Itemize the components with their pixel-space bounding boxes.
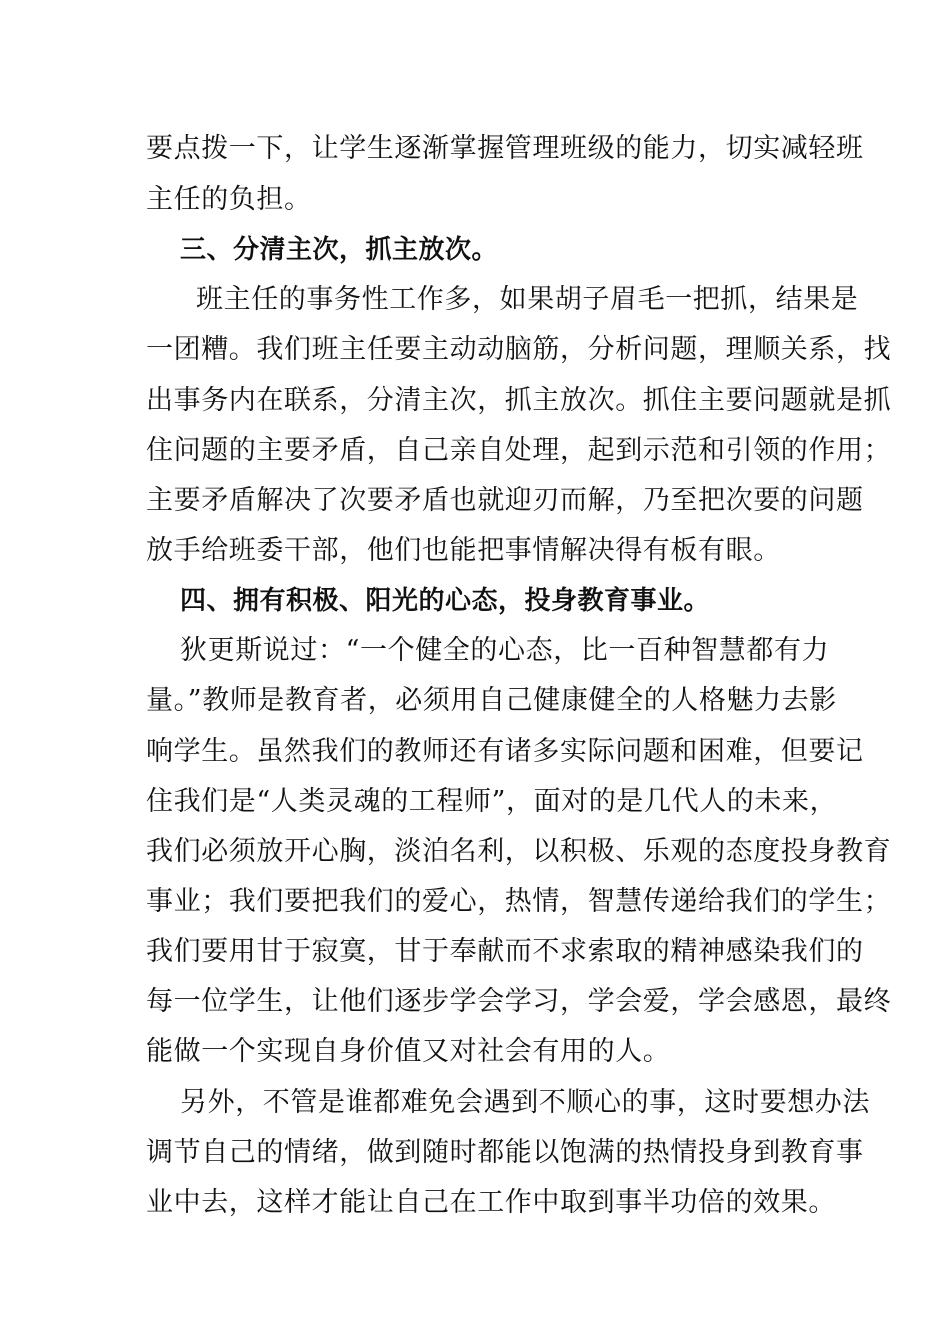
text-line: 主任的负担。 — [146, 184, 312, 215]
text-line: 调节自己的情绪，做到随时都能以饱满的热情投身到教育事 — [146, 1137, 864, 1168]
text-line: 放手给班委干部，他们也能把事情解决得有板有眼。 — [146, 535, 781, 566]
text-line: 要点拨一下，让学生逐渐掌握管理班级的能力，切实减轻班 — [146, 133, 864, 164]
text-line: 主要矛盾解决了次要矛盾也就迎刃而解，乃至把次要的问题 — [146, 485, 864, 516]
text-line: 狄更斯说过：“一个健全的心态，比一百种智慧都有力 — [180, 635, 830, 666]
text-line: 我们要用甘于寂寞，甘于奉献而不求索取的精神感染我们的 — [146, 936, 864, 967]
section-heading-4: 四、拥有积极、阳光的心态，投身教育事业。 — [180, 586, 711, 616]
text-line: 响学生。虽然我们的教师还有诸多实际问题和困难，但要记 — [146, 736, 864, 767]
text-line: 每一位学生，让他们逐步学会学习，学会爱，学会感恩，最终 — [146, 986, 892, 1017]
text-line: 出事务内在联系，分清主次，抓主放次。抓住主要问题就是抓 — [146, 385, 892, 416]
text-line: 量。”教师是教育者，必须用自己健康健全的人格魅力去影 — [146, 685, 837, 716]
section-heading-3: 三、分清主次，抓主放次。 — [180, 235, 499, 265]
text-line: 我们必须放开心胸，淡泊名利，以积极、乐观的态度投身教育 — [146, 836, 892, 867]
text-line: 业中去，这样才能让自己在工作中取到事半功倍的效果。 — [146, 1187, 836, 1218]
text-line: 另外，不管是谁都难免会遇到不顺心的事，这时要想办法 — [180, 1087, 870, 1118]
text-line: 住问题的主要矛盾，自己亲自处理，起到示范和引领的作用； — [146, 435, 892, 466]
text-line: 事业；我们要把我们的爱心，热情，智慧传递给我们的学生； — [146, 886, 892, 917]
text-line: 住我们是“人类灵魂的工程师”，面对的是几代人的未来， — [146, 786, 838, 817]
text-line: 一团糟。我们班主任要主动动脑筋，分析问题，理顺关系，找 — [146, 334, 892, 365]
text-line: 能做一个实现自身价值又对社会有用的人。 — [146, 1036, 671, 1067]
text-line: 班主任的事务性工作多，如果胡子眉毛一把抓，结果是 — [196, 284, 859, 315]
